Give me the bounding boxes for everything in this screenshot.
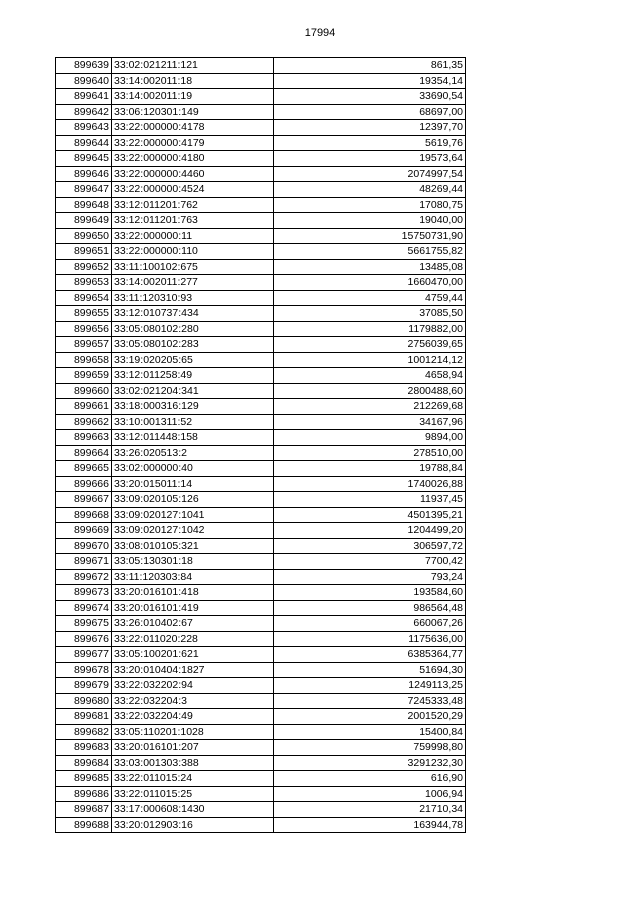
cadastral-code-cell: 33:05:100201:621 bbox=[112, 647, 274, 663]
row-id-cell: 899687 bbox=[56, 802, 112, 818]
table-row bbox=[56, 569, 466, 585]
amount-cell: 51694,30 bbox=[274, 662, 466, 678]
row-id-cell: 899653 bbox=[56, 275, 112, 291]
amount-cell: 19354,14 bbox=[274, 73, 466, 89]
amount-cell: 1179882,00 bbox=[274, 321, 466, 337]
table-row bbox=[56, 662, 466, 678]
table-row bbox=[56, 58, 466, 74]
amount-cell: 793,24 bbox=[274, 569, 466, 585]
row-id-cell: 899659 bbox=[56, 368, 112, 384]
amount-cell: 6385364,77 bbox=[274, 647, 466, 663]
amount-cell: 4658,94 bbox=[274, 368, 466, 384]
amount-cell: 2756039,65 bbox=[274, 337, 466, 353]
table-row bbox=[56, 89, 466, 105]
cadastral-code-cell: 33:09:020105:126 bbox=[112, 492, 274, 508]
amount-cell: 1006,94 bbox=[274, 786, 466, 802]
row-id-cell: 899641 bbox=[56, 89, 112, 105]
cadastral-code-cell: 33:26:010402:67 bbox=[112, 616, 274, 632]
amount-cell: 1001214,12 bbox=[274, 352, 466, 368]
cadastral-code-cell: 33:22:011015:24 bbox=[112, 771, 274, 787]
amount-cell: 193584,60 bbox=[274, 585, 466, 601]
cadastral-code-cell: 33:17:000608:1430 bbox=[112, 802, 274, 818]
amount-cell: 21710,34 bbox=[274, 802, 466, 818]
amount-cell: 1249113,25 bbox=[274, 678, 466, 694]
amount-cell: 2001520,29 bbox=[274, 709, 466, 725]
row-id-cell: 899640 bbox=[56, 73, 112, 89]
table-row bbox=[56, 383, 466, 399]
cadastral-code-cell: 33:14:002011:18 bbox=[112, 73, 274, 89]
cadastral-code-cell: 33:20:015011:14 bbox=[112, 476, 274, 492]
table-row bbox=[56, 554, 466, 570]
amount-cell: 5619,76 bbox=[274, 135, 466, 151]
cadastral-code-cell: 33:10:001311:52 bbox=[112, 414, 274, 430]
table-row bbox=[56, 352, 466, 368]
amount-cell: 861,35 bbox=[274, 58, 466, 74]
row-id-cell: 899650 bbox=[56, 228, 112, 244]
amount-cell: 17080,75 bbox=[274, 197, 466, 213]
cadastral-code-cell: 33:22:032204:49 bbox=[112, 709, 274, 725]
row-id-cell: 899678 bbox=[56, 662, 112, 678]
amount-cell: 19788,84 bbox=[274, 461, 466, 477]
table-row bbox=[56, 755, 466, 771]
row-id-cell: 899651 bbox=[56, 244, 112, 260]
table-row bbox=[56, 724, 466, 740]
amount-cell: 163944,78 bbox=[274, 817, 466, 833]
row-id-cell: 899644 bbox=[56, 135, 112, 151]
row-id-cell: 899645 bbox=[56, 151, 112, 167]
amount-cell: 1204499,20 bbox=[274, 523, 466, 539]
table-row bbox=[56, 166, 466, 182]
amount-cell: 15750731,90 bbox=[274, 228, 466, 244]
cadastral-code-cell: 33:26:020513:2 bbox=[112, 445, 274, 461]
cadastral-code-cell: 33:05:110201:1028 bbox=[112, 724, 274, 740]
table-row bbox=[56, 399, 466, 415]
table-row bbox=[56, 476, 466, 492]
cadastral-code-cell: 33:22:000000:4460 bbox=[112, 166, 274, 182]
row-id-cell: 899688 bbox=[56, 817, 112, 833]
row-id-cell: 899648 bbox=[56, 197, 112, 213]
amount-cell: 2074997,54 bbox=[274, 166, 466, 182]
table-row bbox=[56, 321, 466, 337]
row-id-cell: 899655 bbox=[56, 306, 112, 322]
table-row bbox=[56, 585, 466, 601]
amount-cell: 5661755,82 bbox=[274, 244, 466, 260]
cadastral-code-cell: 33:22:000000:4178 bbox=[112, 120, 274, 136]
amount-cell: 212269,68 bbox=[274, 399, 466, 415]
table-row bbox=[56, 306, 466, 322]
row-id-cell: 899675 bbox=[56, 616, 112, 632]
table-row bbox=[56, 492, 466, 508]
cadastral-code-cell: 33:22:011020:228 bbox=[112, 631, 274, 647]
cadastral-code-cell: 33:12:011448:158 bbox=[112, 430, 274, 446]
amount-cell: 2800488,60 bbox=[274, 383, 466, 399]
row-id-cell: 899661 bbox=[56, 399, 112, 415]
cadastral-code-cell: 33:18:000316:129 bbox=[112, 399, 274, 415]
cadastral-code-cell: 33:05:130301:18 bbox=[112, 554, 274, 570]
table-row bbox=[56, 802, 466, 818]
table-row bbox=[56, 104, 466, 120]
table-row bbox=[56, 228, 466, 244]
cadastral-code-cell: 33:03:001303:388 bbox=[112, 755, 274, 771]
cadastral-code-cell: 33:12:011258:49 bbox=[112, 368, 274, 384]
row-id-cell: 899639 bbox=[56, 58, 112, 74]
table-row bbox=[56, 430, 466, 446]
row-id-cell: 899677 bbox=[56, 647, 112, 663]
table-row bbox=[56, 73, 466, 89]
cadastral-code-cell: 33:11:100102:675 bbox=[112, 259, 274, 275]
table-row bbox=[56, 368, 466, 384]
table-row bbox=[56, 693, 466, 709]
cadastral-code-cell: 33:05:080102:280 bbox=[112, 321, 274, 337]
cadastral-code-cell: 33:11:120303:84 bbox=[112, 569, 274, 585]
table-row bbox=[56, 182, 466, 198]
cadastral-code-cell: 33:06:120301:149 bbox=[112, 104, 274, 120]
table-row bbox=[56, 740, 466, 756]
table-body bbox=[56, 58, 466, 833]
cadastral-code-cell: 33:02:000000:40 bbox=[112, 461, 274, 477]
row-id-cell: 899647 bbox=[56, 182, 112, 198]
amount-cell: 37085,50 bbox=[274, 306, 466, 322]
cadastral-code-cell: 33:09:020127:1042 bbox=[112, 523, 274, 539]
row-id-cell: 899654 bbox=[56, 290, 112, 306]
table-row bbox=[56, 709, 466, 725]
table-row bbox=[56, 786, 466, 802]
row-id-cell: 899673 bbox=[56, 585, 112, 601]
table-row bbox=[56, 337, 466, 353]
amount-cell: 48269,44 bbox=[274, 182, 466, 198]
table-row bbox=[56, 647, 466, 663]
row-id-cell: 899652 bbox=[56, 259, 112, 275]
cadastral-code-cell: 33:20:016101:207 bbox=[112, 740, 274, 756]
cadastral-code-cell: 33:12:011201:762 bbox=[112, 197, 274, 213]
row-id-cell: 899658 bbox=[56, 352, 112, 368]
amount-cell: 4759,44 bbox=[274, 290, 466, 306]
amount-cell: 15400,84 bbox=[274, 724, 466, 740]
cadastral-code-cell: 33:12:011201:763 bbox=[112, 213, 274, 229]
amount-cell: 34167,96 bbox=[274, 414, 466, 430]
amount-cell: 660067,26 bbox=[274, 616, 466, 632]
amount-cell: 9894,00 bbox=[274, 430, 466, 446]
data-table bbox=[55, 57, 466, 833]
amount-cell: 19040,00 bbox=[274, 213, 466, 229]
amount-cell: 7700,42 bbox=[274, 554, 466, 570]
cadastral-code-cell: 33:20:012903:16 bbox=[112, 817, 274, 833]
amount-cell: 278510,00 bbox=[274, 445, 466, 461]
cadastral-code-cell: 33:20:016101:418 bbox=[112, 585, 274, 601]
row-id-cell: 899684 bbox=[56, 755, 112, 771]
cadastral-code-cell: 33:22:000000:11 bbox=[112, 228, 274, 244]
amount-cell: 1740026,88 bbox=[274, 476, 466, 492]
row-id-cell: 899663 bbox=[56, 430, 112, 446]
page-number: 17994 bbox=[304, 27, 336, 39]
amount-cell: 33690,54 bbox=[274, 89, 466, 105]
table-row bbox=[56, 213, 466, 229]
cadastral-code-cell: 33:11:120310:93 bbox=[112, 290, 274, 306]
amount-cell: 4501395,21 bbox=[274, 507, 466, 523]
row-id-cell: 899679 bbox=[56, 678, 112, 694]
row-id-cell: 899664 bbox=[56, 445, 112, 461]
row-id-cell: 899686 bbox=[56, 786, 112, 802]
cadastral-code-cell: 33:22:032202:94 bbox=[112, 678, 274, 694]
row-id-cell: 899660 bbox=[56, 383, 112, 399]
row-id-cell: 899656 bbox=[56, 321, 112, 337]
table-row bbox=[56, 290, 466, 306]
row-id-cell: 899683 bbox=[56, 740, 112, 756]
amount-cell: 11937,45 bbox=[274, 492, 466, 508]
table-row bbox=[56, 275, 466, 291]
table-row bbox=[56, 678, 466, 694]
amount-cell: 759998,80 bbox=[274, 740, 466, 756]
row-id-cell: 899676 bbox=[56, 631, 112, 647]
cadastral-code-cell: 33:02:021204:341 bbox=[112, 383, 274, 399]
row-id-cell: 899671 bbox=[56, 554, 112, 570]
row-id-cell: 899674 bbox=[56, 600, 112, 616]
table-row bbox=[56, 135, 466, 151]
cadastral-code-cell: 33:20:016101:419 bbox=[112, 600, 274, 616]
cadastral-code-cell: 33:12:010737:434 bbox=[112, 306, 274, 322]
table-row bbox=[56, 120, 466, 136]
amount-cell: 7245333,48 bbox=[274, 693, 466, 709]
table-row bbox=[56, 151, 466, 167]
cadastral-code-cell: 33:22:000000:4180 bbox=[112, 151, 274, 167]
cadastral-code-cell: 33:20:010404:1827 bbox=[112, 662, 274, 678]
cadastral-code-cell: 33:22:032204:3 bbox=[112, 693, 274, 709]
amount-cell: 13485,08 bbox=[274, 259, 466, 275]
cadastral-code-cell: 33:02:021211:121 bbox=[112, 58, 274, 74]
row-id-cell: 899682 bbox=[56, 724, 112, 740]
row-id-cell: 899680 bbox=[56, 693, 112, 709]
row-id-cell: 899662 bbox=[56, 414, 112, 430]
amount-cell: 616,90 bbox=[274, 771, 466, 787]
row-id-cell: 899672 bbox=[56, 569, 112, 585]
table-row bbox=[56, 523, 466, 539]
cadastral-code-cell: 33:22:000000:4524 bbox=[112, 182, 274, 198]
table-row bbox=[56, 817, 466, 833]
row-id-cell: 899667 bbox=[56, 492, 112, 508]
cadastral-code-cell: 33:19:020205:65 bbox=[112, 352, 274, 368]
amount-cell: 12397,70 bbox=[274, 120, 466, 136]
cadastral-code-cell: 33:22:000000:110 bbox=[112, 244, 274, 260]
cadastral-code-cell: 33:08:010105:321 bbox=[112, 538, 274, 554]
row-id-cell: 899668 bbox=[56, 507, 112, 523]
table-row bbox=[56, 244, 466, 260]
row-id-cell: 899685 bbox=[56, 771, 112, 787]
cadastral-code-cell: 33:14:002011:277 bbox=[112, 275, 274, 291]
amount-cell: 68697,00 bbox=[274, 104, 466, 120]
amount-cell: 1175636,00 bbox=[274, 631, 466, 647]
row-id-cell: 899665 bbox=[56, 461, 112, 477]
row-id-cell: 899681 bbox=[56, 709, 112, 725]
amount-cell: 19573,64 bbox=[274, 151, 466, 167]
table-row bbox=[56, 631, 466, 647]
table-row bbox=[56, 600, 466, 616]
table-row bbox=[56, 461, 466, 477]
amount-cell: 1660470,00 bbox=[274, 275, 466, 291]
row-id-cell: 899669 bbox=[56, 523, 112, 539]
amount-cell: 986564,48 bbox=[274, 600, 466, 616]
row-id-cell: 899643 bbox=[56, 120, 112, 136]
table-row bbox=[56, 538, 466, 554]
row-id-cell: 899670 bbox=[56, 538, 112, 554]
cadastral-code-cell: 33:22:011015:25 bbox=[112, 786, 274, 802]
row-id-cell: 899657 bbox=[56, 337, 112, 353]
cadastral-code-cell: 33:14:002011:19 bbox=[112, 89, 274, 105]
row-id-cell: 899666 bbox=[56, 476, 112, 492]
table-row bbox=[56, 259, 466, 275]
row-id-cell: 899646 bbox=[56, 166, 112, 182]
table-row bbox=[56, 616, 466, 632]
cadastral-code-cell: 33:09:020127:1041 bbox=[112, 507, 274, 523]
row-id-cell: 899642 bbox=[56, 104, 112, 120]
table-row bbox=[56, 507, 466, 523]
cadastral-code-cell: 33:22:000000:4179 bbox=[112, 135, 274, 151]
cadastral-code-cell: 33:05:080102:283 bbox=[112, 337, 274, 353]
amount-cell: 3291232,30 bbox=[274, 755, 466, 771]
table-row bbox=[56, 197, 466, 213]
table-row bbox=[56, 414, 466, 430]
table-row bbox=[56, 445, 466, 461]
row-id-cell: 899649 bbox=[56, 213, 112, 229]
table-row bbox=[56, 771, 466, 787]
amount-cell: 306597,72 bbox=[274, 538, 466, 554]
